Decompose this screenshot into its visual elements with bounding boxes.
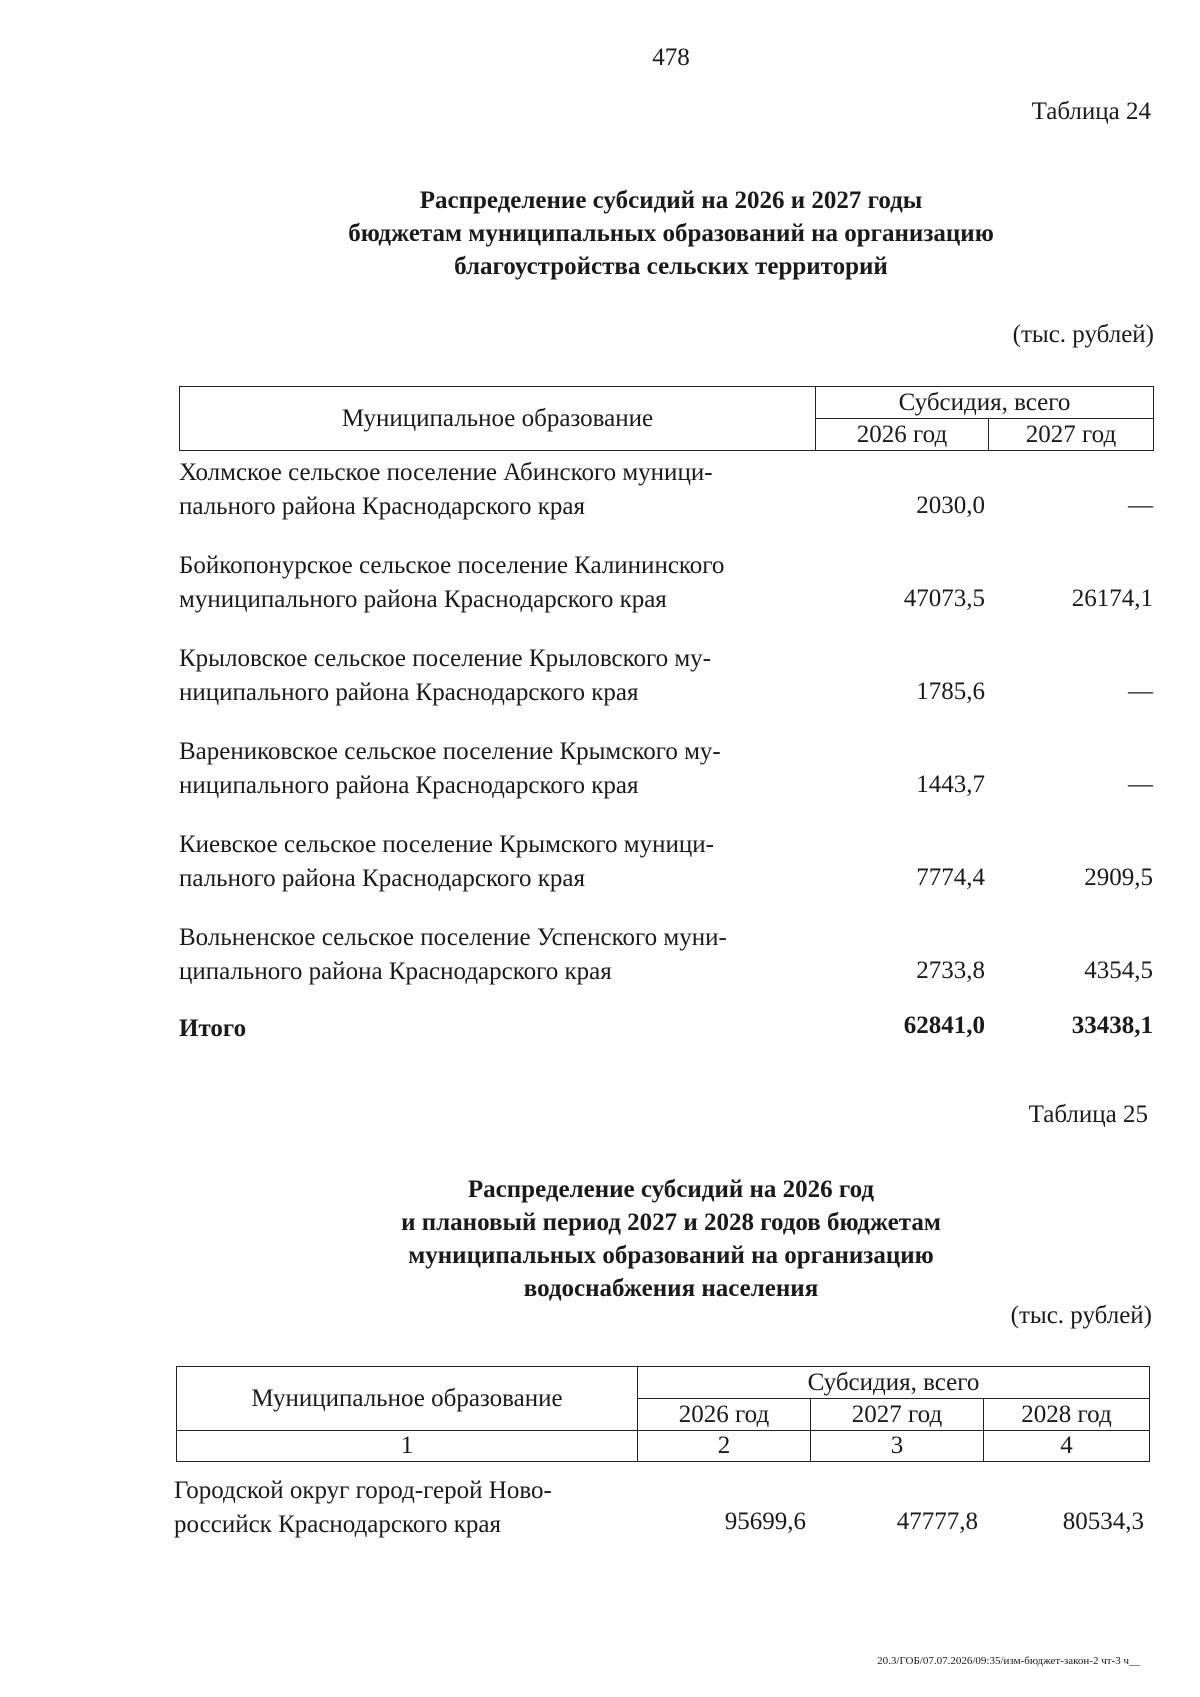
row-name-line: российск Краснодарского края [174,1511,502,1538]
footer-stamp: 20.3/ГОБ/07.07.2026/09:35/изм-бюджет-закон-2 чт-3 ч__ [877,1655,1140,1667]
header-year-2028: 2028 год [984,1399,1150,1431]
row-name [179,921,727,989]
row-name [179,456,713,524]
table24-title [0,184,1200,283]
row-name-line: Варениковское сельское поселение Крымского му- [179,738,721,765]
table24-header [179,386,1154,451]
table24-body [179,456,1154,1056]
table25-units: (тыс. рублей) [1010,1302,1152,1329]
row-name [179,549,724,617]
row-name [179,828,714,896]
page-number: 478 [652,44,690,71]
header-subsidy-total: Субсидия, всего [816,387,1154,419]
row-name-line: пального района Краснодарского края [179,865,585,892]
row-name-line: ниципального района Краснодарского края [179,772,639,799]
row-name-line: Холмское сельское поселение Абинского муници- [179,459,713,486]
value-2027: — [1128,678,1153,705]
header-year-2026: 2026 год [816,419,989,451]
row-name-line: Крыловское сельское поселение Крыловского му- [179,645,712,672]
column-number-1: 1 [177,1431,638,1462]
header-year-2027: 2027 год [989,419,1154,451]
table25-label: Таблица 25 [1028,1101,1148,1128]
header-year-2026: 2026 год [638,1399,811,1431]
row-name-line: Бойкопонурское сельское поселение Калининского [179,552,725,579]
row-name [179,642,711,710]
row-name-line: муниципального района Краснодарского края [179,586,667,613]
table25-body [174,1474,1150,1564]
header-municipality: Муниципальное образование [177,1367,638,1431]
header-year-2027: 2027 год [811,1399,984,1431]
value-2027: 47777,8 [896,1508,978,1535]
table24-units: (тыс. рублей) [1012,321,1154,348]
value-2026: 95699,6 [724,1508,806,1535]
row-name-line: Городской округ город-герой Ново- [174,1477,552,1504]
value-2026: 2030,0 [916,492,985,519]
row-name-line: Киевское сельское поселение Крымского муници- [179,831,714,858]
total-2027: 33438,1 [1071,1012,1153,1039]
table25-title-line: и плановый период 2027 и 2028 годов бюджетам [401,1209,941,1236]
value-2026: 1443,7 [916,771,985,798]
table25-header [176,1366,1150,1462]
value-2027: 2909,5 [1084,864,1153,891]
row-name [174,1474,552,1542]
total-label: Итого [179,1015,247,1042]
value-2027: 26174,1 [1071,585,1153,612]
row-name-line: пального района Краснодарского края [179,493,585,520]
value-2026: 1785,6 [916,678,985,705]
row-name-line: ниципального района Краснодарского края [179,679,639,706]
table25-title-line: муниципальных образований на организацию [408,1242,934,1269]
table24-title-line: бюджетам муниципальных образований на организацию [348,220,994,247]
header-municipality: Муниципальное образование [180,387,816,451]
value-2026: 2733,8 [916,957,985,984]
value-2027: 4354,5 [1084,957,1153,984]
table24-title-line: благоустройства сельских территорий [454,253,888,280]
value-2026: 47073,5 [903,585,985,612]
header-subsidy-total: Субсидия, всего [638,1367,1150,1399]
column-number-4: 4 [984,1431,1150,1462]
value-2027: — [1128,492,1153,519]
table24-title-line: Распределение субсидий на 2026 и 2027 годы [419,187,923,214]
value-2027: — [1128,771,1153,798]
column-number-3: 3 [811,1431,984,1462]
value-2026: 7774,4 [916,864,985,891]
row-name-line: Вольненское сельское поселение Успенского муни- [179,924,727,951]
table25-title [0,1173,1200,1305]
table25-title-line: Распределение субсидий на 2026 год [467,1176,875,1203]
table25-title-line: водоснабжения населения [523,1275,819,1302]
row-name [179,735,721,803]
row-name-line: ципального района Краснодарского края [179,958,612,985]
column-number-2: 2 [638,1431,811,1462]
total-2026: 62841,0 [903,1012,985,1039]
table24-label: Таблица 24 [1031,98,1151,125]
value-2028: 80534,3 [1062,1508,1144,1535]
